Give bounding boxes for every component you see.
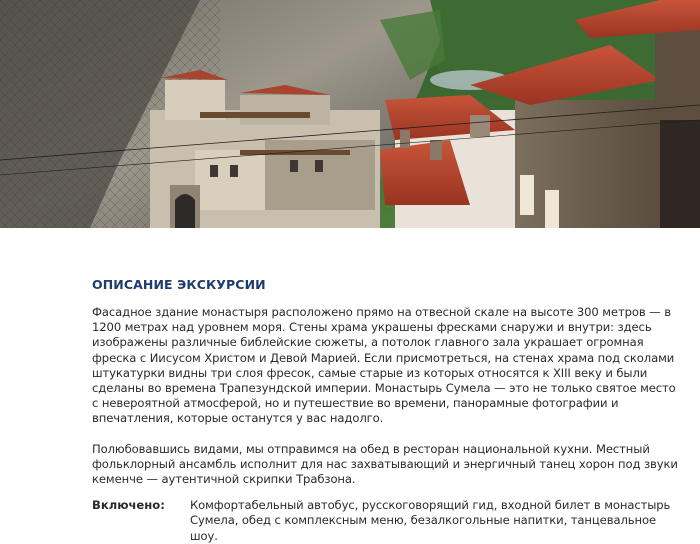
description-paragraph: Фасадное здание монастыря расположено прямо на отвесной скале на высоте 300 метров — в 1200 метрах над уровнем моря. Стены храма украшены фресками снаружи и внутри: здесь изображены различные библейские сюжеты, а потолок главного зала украшает огромная фреска с Иисусом Христом и Девой Марией. Если присмотреться, на стенах храма под сколами штукатурки видны три слоя фресок, самые старые из которых относятся к XIII веку и были сделаны во времена Трапезундской империи. Монастырь Сумела — это не только святое место с невероятной атмосферой, но и путешествие во времени, панорамные фотографии и впечатления, которые останутся у вас надолго. — [92, 305, 676, 426]
included-row — [92, 498, 682, 544]
included-label: Включено: — [92, 498, 165, 512]
excursion-description — [92, 276, 682, 487]
hero-illustration — [0, 0, 700, 228]
section-title: ОПИСАНИЕ ЭКСКУРСИИ — [92, 277, 266, 292]
hero-image — [0, 0, 700, 228]
included-text: Комфортабельный автобус, русскоговорящий гид, входной билет в монастырь Сумела, обед с комплексным меню, безалкогольные напитки, танцевальное шоу. — [190, 498, 671, 543]
lunch-paragraph: Полюбовавшись видами, мы отправимся на обед в ресторан национальной кухни. Местный фольклорный ансамбль исполнит для нас захватывающий и энергичный танец хорон под звуки кеменче — аутентичной скрипки Трабзона. — [92, 441, 678, 487]
